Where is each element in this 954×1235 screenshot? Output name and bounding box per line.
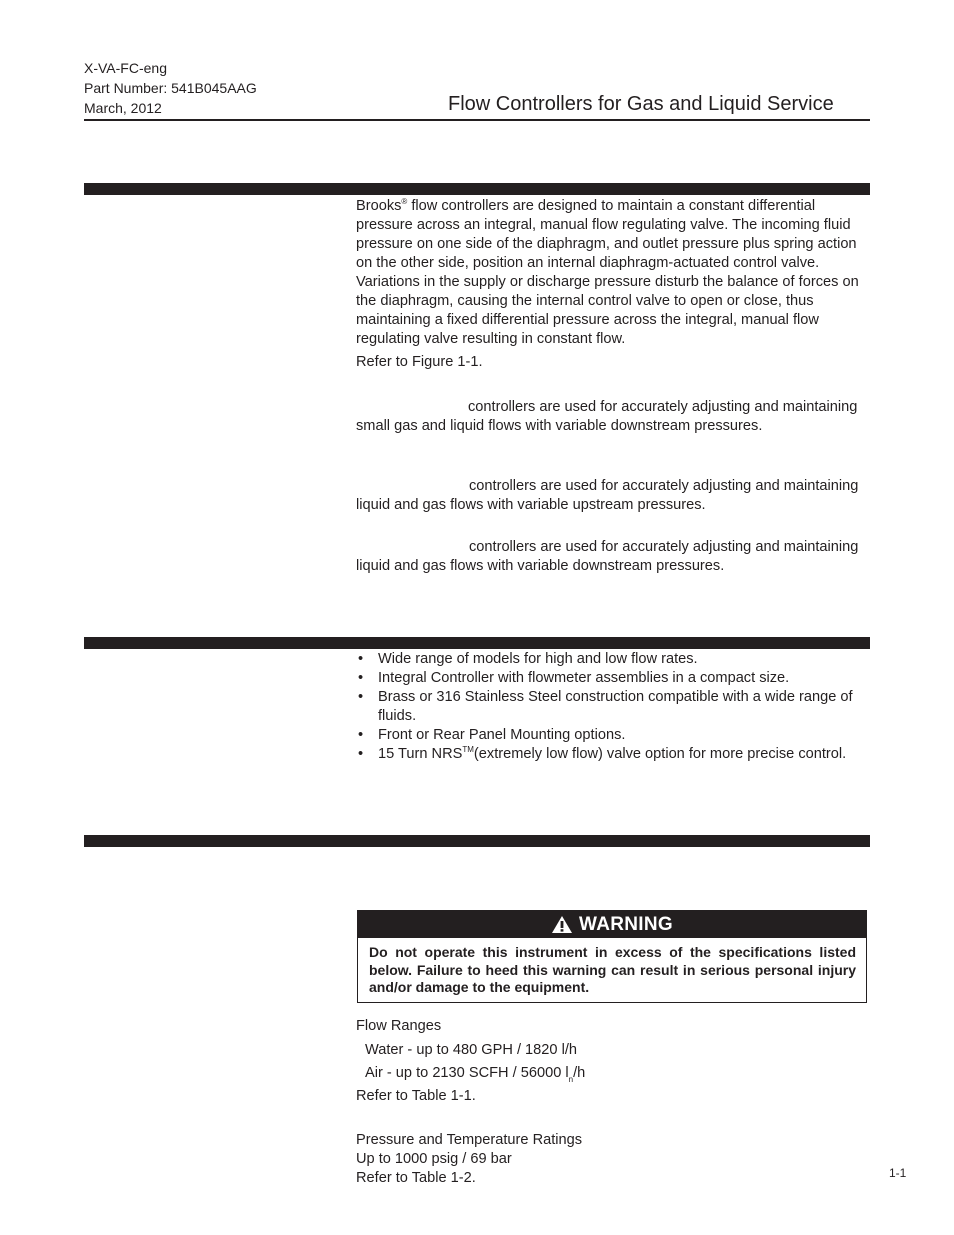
brand-name: Brooks xyxy=(356,198,402,214)
list-item: • Integral Controller with flowmeter assemblies in a compact size. xyxy=(358,670,790,686)
model-description-3: controllers are used for accurately adjusting and maintaining liquid and gas flows with variable downstream pressures. xyxy=(356,539,859,574)
features-section xyxy=(356,650,870,764)
section-bar-features xyxy=(84,637,870,649)
registered-mark: ® xyxy=(401,197,408,206)
header-rule xyxy=(84,119,870,121)
flow-ranges-heading: Flow Ranges xyxy=(356,1018,442,1034)
description-paragraph xyxy=(356,197,868,349)
bullet: • xyxy=(358,689,364,705)
page-number: 1-1 xyxy=(889,1166,907,1180)
figure-reference: Refer to Figure 1-1. xyxy=(356,354,483,370)
warning-triangle-icon xyxy=(551,915,573,934)
warning-text: Do not operate this instrument in excess of the specifications listed below. Failure to heed this warning can result in serious personal injury and/or damage to the equipment. xyxy=(369,944,856,995)
document-code: X-VA-FC-eng xyxy=(84,60,167,76)
list-item: • Front or Rear Panel Mounting options. xyxy=(358,727,626,743)
list-item: • Brass or 316 Stainless Steel construction compatible with a wide range of fluids. xyxy=(358,689,853,724)
pressure-temperature-heading: Pressure and Temperature Ratings xyxy=(356,1132,583,1148)
water-flow-range: Water - up to 480 GPH / 1820 l/h xyxy=(365,1042,577,1058)
bullet: • xyxy=(358,727,364,743)
bullet: • xyxy=(358,746,364,762)
model-description-2: controllers are used for accurately adjusting and maintaining liquid and gas flows with variable upstream pressures. xyxy=(356,478,859,513)
model-description-1: controllers are used for accurately adjusting and maintaining small gas and liquid flows with variable downstream pressures. xyxy=(356,399,858,434)
description-section xyxy=(356,197,868,372)
warning-title: WARNING xyxy=(579,913,673,935)
air-flow-range: Air - up to 2130 SCFH / 56000 $l_n/h$ xyxy=(365,1065,586,1084)
bullet: • xyxy=(358,651,364,667)
section-bar-specifications xyxy=(84,835,870,847)
flow-table-reference: Refer to Table 1-1. xyxy=(356,1088,476,1104)
bullet: • xyxy=(358,670,364,686)
pressure-rating: Up to 1000 psig / 69 bar xyxy=(356,1151,512,1167)
features-list xyxy=(356,650,870,764)
description-text: flow controllers are designed to maintain a constant differential pressure across an integral, manual flow regulating valve. The incoming fluid pressure on one side of the diaphragm, and outlet pressure plus spring action on the other side, position an internal diaphragm-actuated control valve. Variations in the supply or discharge pressure disturb the balance of forces on the diaphragm, causing the internal control valve to open or close, thus maintaining a fixed differential pressure across the integral, manual flow regulating valve resulting in constant flow. xyxy=(356,198,859,347)
list-item: • 15 Turn NRS™(extremely low flow) valve option for more precise control. xyxy=(358,745,847,762)
trademark: TM xyxy=(462,745,474,754)
warning-header xyxy=(358,911,866,938)
part-number: Part Number: 541B045AAG xyxy=(84,80,257,96)
warning-box xyxy=(357,910,867,1003)
pressure-table-reference: Refer to Table 1-2. xyxy=(356,1170,476,1186)
document-title: Flow Controllers for Gas and Liquid Service xyxy=(448,93,834,115)
publication-date: March, 2012 xyxy=(84,100,162,116)
list-item: • Wide range of models for high and low flow rates. xyxy=(358,651,698,667)
section-bar-description xyxy=(84,183,870,195)
